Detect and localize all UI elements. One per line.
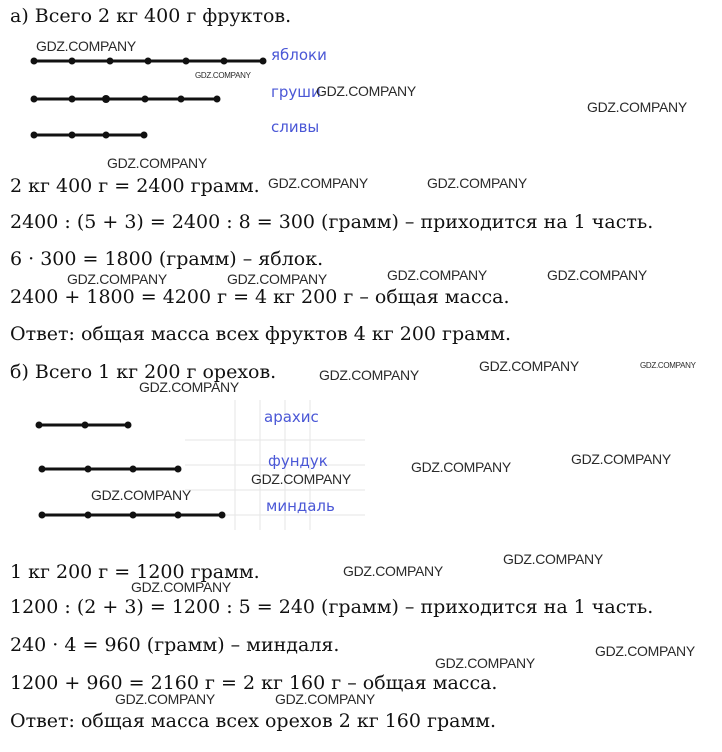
segment-hazelnuts [39,466,182,473]
part-a-line-3: 6 · 300 = 1800 (грамм) – яблок. [10,248,324,270]
watermark: GDZ.COMPANY [427,175,527,191]
part-b-answer: Ответ: общая масса всех орехов 2 кг 160 грамм. [10,710,497,732]
watermark: GDZ.COMPANY [571,451,671,467]
watermark: GDZ.COMPANY [268,175,368,191]
watermark: GDZ.COMPANY [195,71,251,80]
watermark: GDZ.COMPANY [435,655,535,671]
watermark: GDZ.COMPANY [640,361,696,370]
part-b-heading: б) Всего 1 кг 200 г орехов. [10,361,277,383]
watermark: GDZ.COMPANY [547,267,647,283]
part-a-heading: а) Всего 2 кг 400 г фруктов. [10,5,292,27]
segment-almonds [39,512,226,519]
part-b-segment-diagram [25,412,255,522]
part-a-line-4: 2400 + 1800 = 4200 г = 4 кг 200 г – общая масса. [10,286,510,308]
part-a-line-2: 2400 : (5 + 3) = 2400 : 8 = 300 (грамм) – приходится на 1 часть. [10,211,654,233]
segment-plums [31,132,148,139]
watermark: GDZ.COMPANY [479,358,579,374]
watermark: GDZ.COMPANY [595,643,695,659]
watermark: GDZ.COMPANY [387,267,487,283]
label-pears: груши [271,83,321,101]
part-b-line-3: 240 · 4 = 960 (грамм) – миндаля. [10,634,340,656]
watermark: GDZ.COMPANY [275,691,375,707]
watermark: GDZ.COMPANY [587,99,687,115]
label-apples: яблоки [271,46,327,64]
part-a-line-1: 2 кг 400 г = 2400 грамм. [10,175,260,197]
segment-pears [31,95,221,103]
part-b-line-1: 1 кг 200 г = 1200 грамм. [10,561,260,583]
watermark: GDZ.COMPANY [67,271,167,287]
label-plums: сливы [271,118,320,136]
watermark: GDZ.COMPANY [139,379,239,395]
watermark: GDZ.COMPANY [251,471,351,487]
part-b-line-4: 1200 + 960 = 2160 г = 2 кг 160 г – общая масса. [10,672,498,694]
part-a-segment-diagram [20,45,280,155]
watermark: GDZ.COMPANY [411,459,511,475]
label-almonds: миндаль [266,497,335,515]
part-a-answer: Ответ: общая масса всех фруктов 4 кг 200 грамм. [10,323,512,345]
watermark: GDZ.COMPANY [316,83,416,99]
label-hazelnuts: фундук [268,452,328,470]
watermark: GDZ.COMPANY [91,487,191,503]
watermark: GDZ.COMPANY [343,563,443,579]
label-peanuts: арахис [264,408,319,426]
part-b-line-2: 1200 : (2 + 3) = 1200 : 5 = 240 (грамм) – приходится на 1 часть. [10,596,654,618]
watermark: GDZ.COMPANY [107,155,207,171]
watermark: GDZ.COMPANY [115,691,215,707]
watermark: GDZ.COMPANY [503,551,603,567]
watermark: GDZ.COMPANY [319,367,419,383]
segment-peanuts [36,422,132,429]
watermark: GDZ.COMPANY [131,579,231,595]
segment-apples [31,58,267,65]
watermark: GDZ.COMPANY [36,38,136,54]
watermark: GDZ.COMPANY [227,271,327,287]
